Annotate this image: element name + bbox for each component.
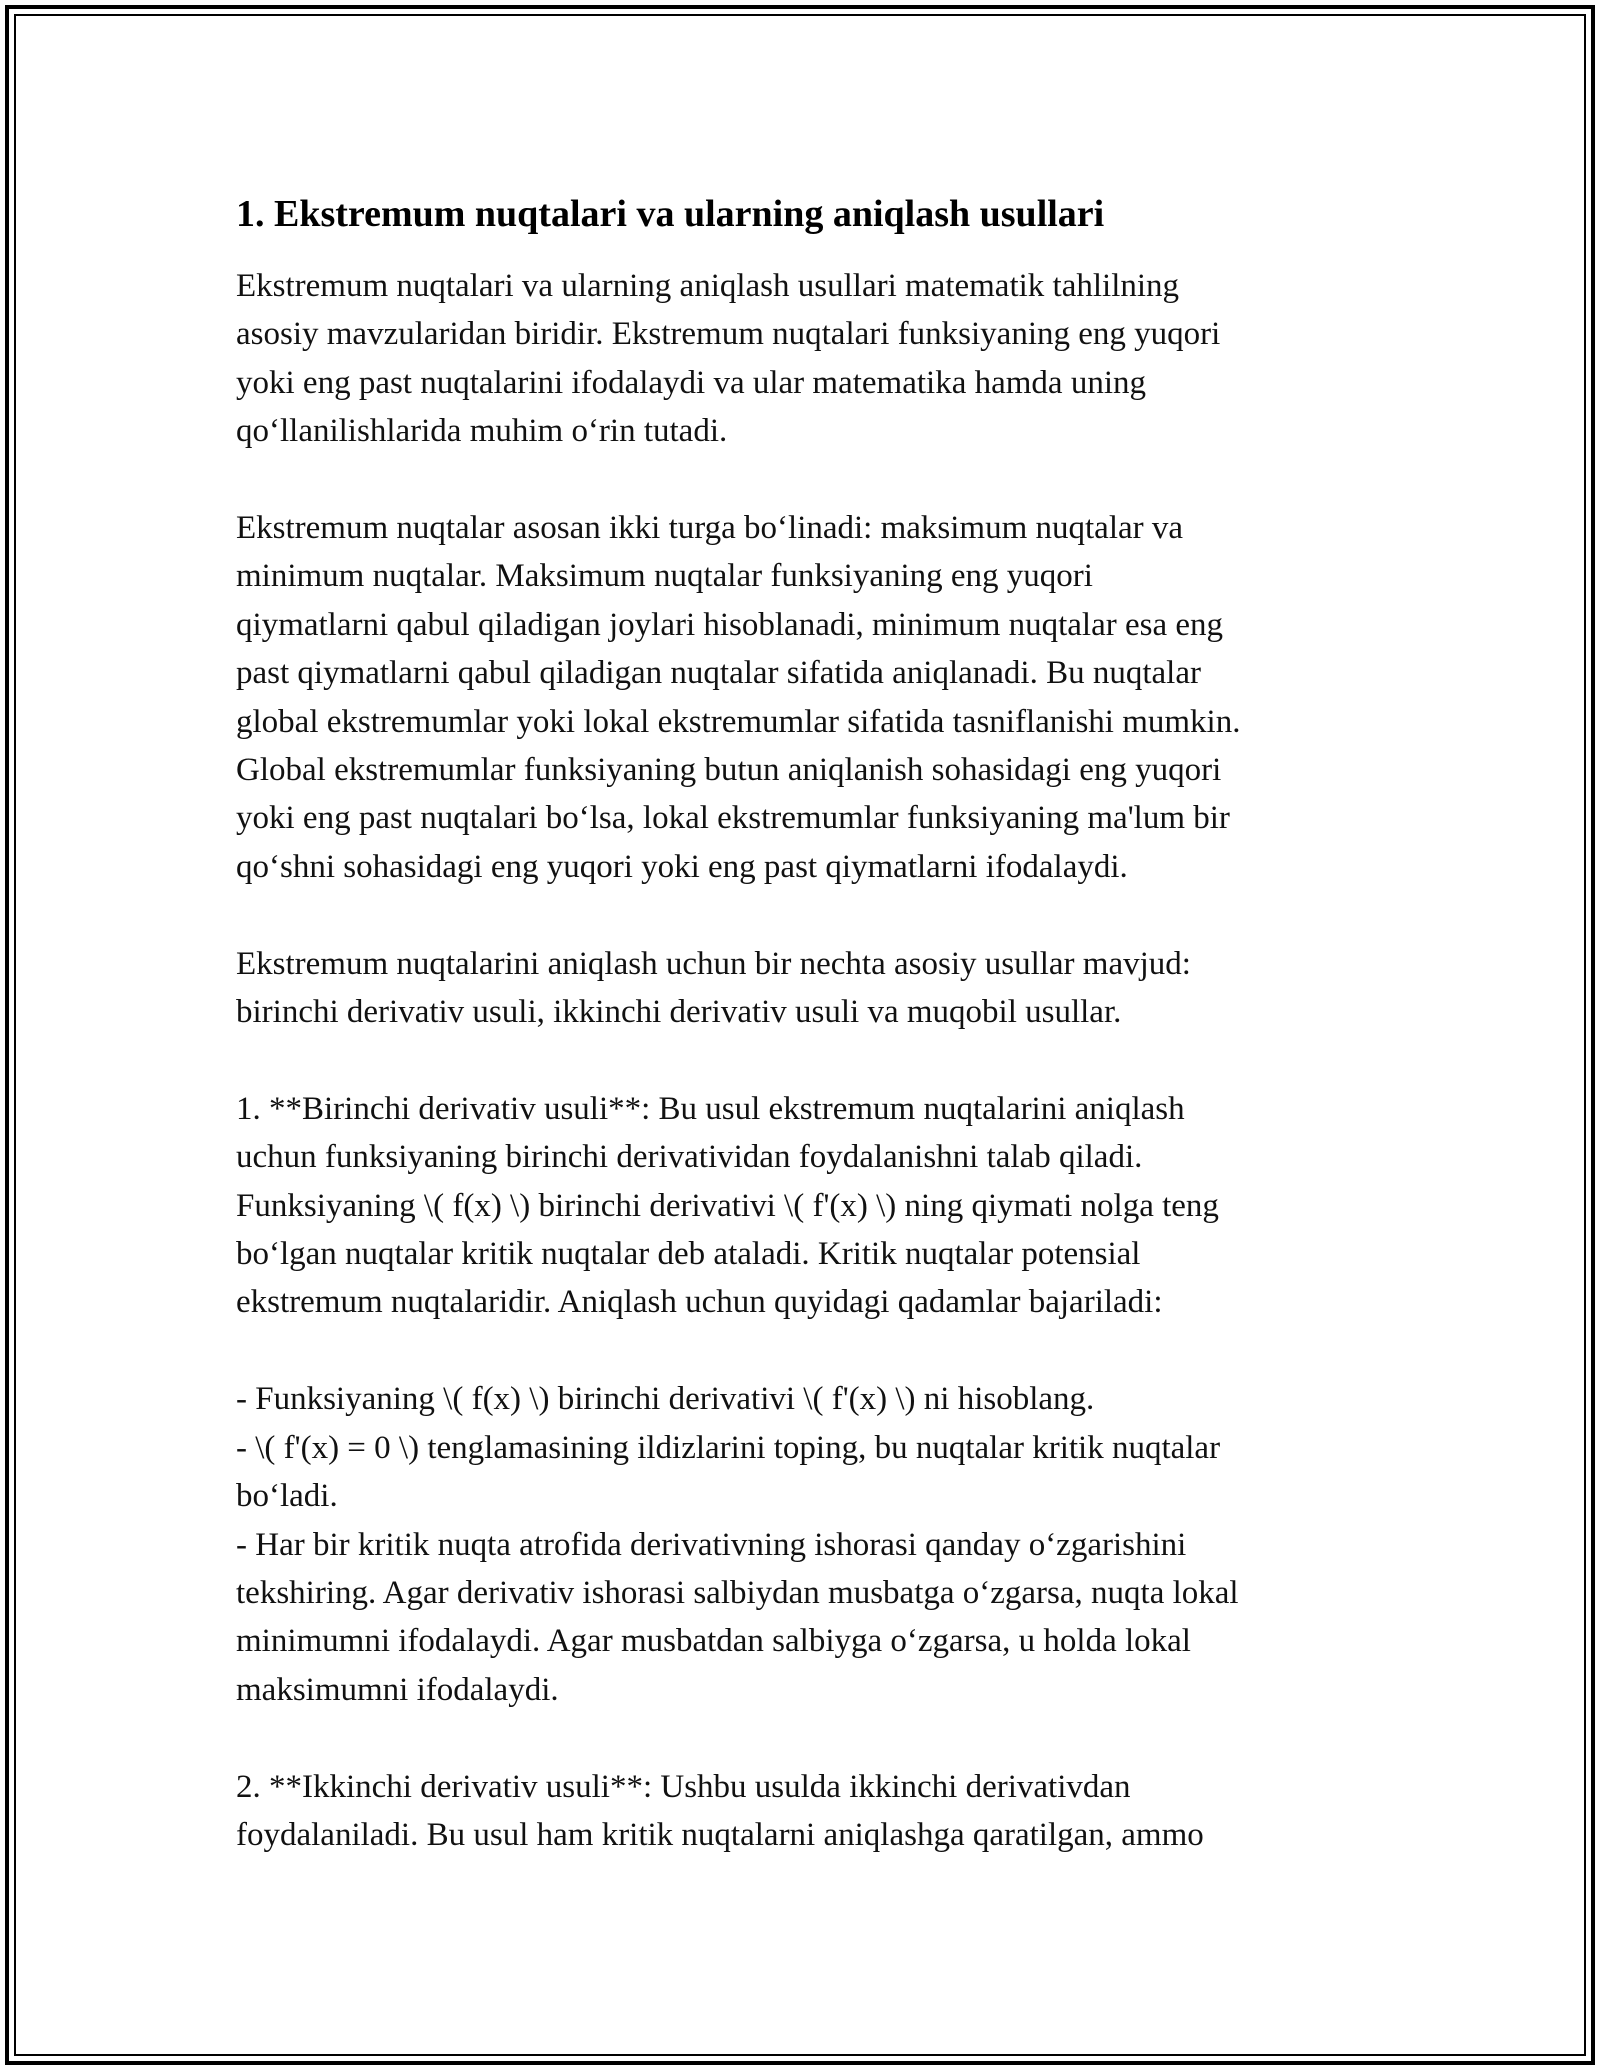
paragraph-first-derivative: 1. **Birinchi derivativ usuli**: Bu usul ekstremum nuqtalarini aniqlash uchun funksiyaning birinchi derivatividan foydalanishni talab qiladi. Funksiyaning \( f(x) \) birinchi derivativi \( f'(x) \) ning qiymati nolga teng bo‘lgan nuqtalar kritik nuqtalar deb ataladi. Kritik nuqtalar potensial ekstremum nuqtalaridir. Aniqlash uchun quyidagi qadamlar bajariladi: — [236, 1090, 1219, 1321]
paragraph-methods: Ekstremum nuqtalarini aniqlash uchun bir nechta asosiy usullar mavjud: birinchi derivativ usuli, ikkinchi derivativ usuli va muqobil usullar. — [236, 945, 1191, 1031]
paragraph-second-derivative: 2. **Ikkinchi derivativ usuli**: Ushbu usulda ikkinchi derivativdan foydalaniladi. Bu usul ham kritik nuqtalarni aniqlashga qaratilgan, ammo — [236, 1768, 1204, 1853]
document-body — [236, 186, 1366, 1859]
document-title: 1. Ekstremum nuqtalari va ularning aniqlash usullari — [236, 193, 1105, 235]
paragraph-intro: Ekstremum nuqtalari va ularning aniqlash usullari matematik tahlilning asosiy mavzularidan biridir. Ekstremum nuqtalari funksiyaning eng yuqori yoki eng past nuqtalarini ifodalaydi va ular matematika hamda uning qo‘llanilishlarida muhim o‘rin tutadi. — [236, 268, 1221, 450]
paragraph-types: Ekstremum nuqtalar asosan ikki turga bo‘linadi: maksimum nuqtalar va minimum nuqtalar. Maksimum nuqtalar funksiyaning eng yuqori qiymatlarni qabul qiladigan joylari hisoblanadi, minimum nuqtalar esa eng past qiymatlarni qabul qiladigan nuqtalar sifatida aniqlanadi. Bu nuqtalar global ekstremumlar yoki lokal ekstremumlar sifatida tasniflanishi mumkin. Global ekstremumlar funksiyaning butun aniqlanish sohasidagi eng yuqori yoki eng past nuqtalari bo‘lsa, lokal ekstremumlar funksiyaning ma'lum bir qo‘shni sohasidagi eng yuqori yoki eng past qiymatlarni ifodalaydi. — [236, 510, 1241, 885]
paragraph-steps: - Funksiyaning \( f(x) \) birinchi derivativi \( f'(x) \) ni hisoblang. - \( f'(x) = 0 \) tenglamasining ildizlarini toping, bu nuqtalar kritik nuqtalar bo‘ladi. - Har bir kritik nuqta atrofida derivativning ishorasi qanday o‘zgarishini tekshiring. Agar derivativ ishorasi salbiydan musbatga o‘zgarsa, nuqta lokal minimumni ifodalaydi. Agar musbatdan salbiyga o‘zgarsa, u holda lokal maksimumni ifodalaydi. — [236, 1381, 1239, 1708]
